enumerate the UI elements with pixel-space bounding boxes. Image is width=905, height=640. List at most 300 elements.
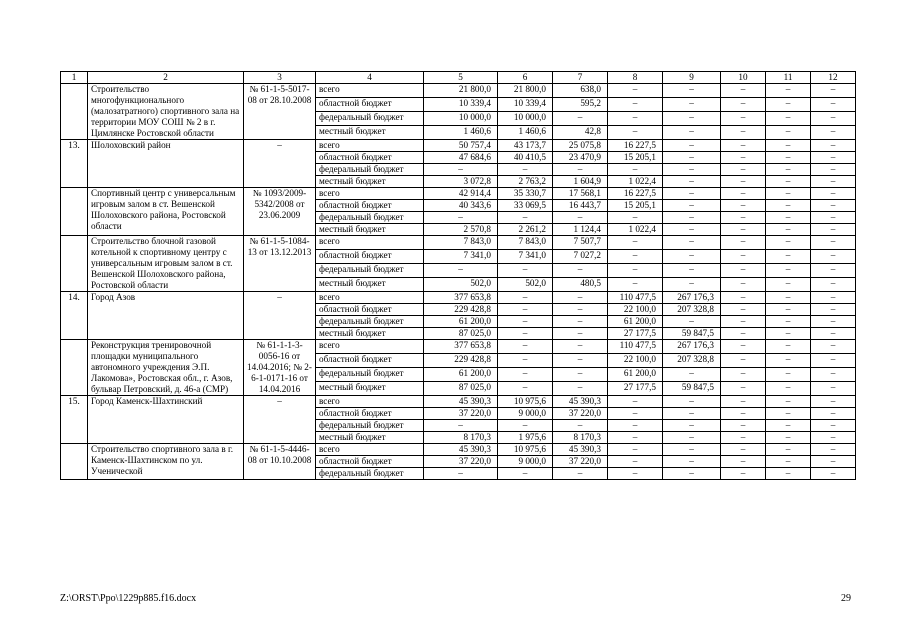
amount-cell: –: [811, 340, 856, 354]
table-row: [61, 340, 856, 354]
amount-cell: –: [663, 420, 721, 432]
amount-cell: –: [721, 368, 766, 382]
table-row: [61, 292, 856, 304]
amount-cell: 22 100,0: [608, 354, 663, 368]
amount-cell: 1 022,4: [608, 176, 663, 188]
amount-cell: 10 339,4: [498, 98, 553, 112]
budget-source-cell: федеральный бюджет: [316, 468, 424, 480]
amount-cell: –: [766, 420, 811, 432]
amount-cell: 7 507,7: [553, 236, 608, 250]
budget-source-cell: областной бюджет: [316, 456, 424, 468]
amount-cell: –: [663, 224, 721, 236]
budget-source-cell: областной бюджет: [316, 304, 424, 316]
amount-cell: 43 173,7: [498, 140, 553, 152]
amount-cell: –: [663, 112, 721, 126]
amount-cell: –: [811, 420, 856, 432]
amount-cell: 7 341,0: [424, 250, 498, 264]
amount-cell: 23 470,9: [553, 152, 608, 164]
amount-cell: 2 570,8: [424, 224, 498, 236]
amount-cell: –: [811, 396, 856, 408]
amount-cell: –: [663, 250, 721, 264]
row-number-cell: [61, 444, 88, 480]
document-ref-cell: № 1093/2009-5342/2008 от 23.06.2009: [244, 188, 316, 236]
amount-cell: –: [811, 456, 856, 468]
amount-cell: –: [553, 112, 608, 126]
amount-cell: –: [766, 328, 811, 340]
amount-cell: –: [766, 200, 811, 212]
amount-cell: 7 341,0: [498, 250, 553, 264]
amount-cell: –: [498, 468, 553, 480]
amount-cell: –: [811, 328, 856, 340]
amount-cell: –: [811, 212, 856, 224]
amount-cell: 37 220,0: [424, 408, 498, 420]
amount-cell: –: [553, 420, 608, 432]
amount-cell: 10 975,6: [498, 444, 553, 456]
table-body: [61, 72, 856, 480]
amount-cell: –: [663, 152, 721, 164]
amount-cell: –: [811, 140, 856, 152]
object-name-cell: Город Азов: [88, 292, 244, 340]
amount-cell: –: [608, 396, 663, 408]
amount-cell: 45 390,3: [553, 396, 608, 408]
amount-cell: –: [766, 316, 811, 328]
amount-cell: –: [766, 236, 811, 250]
amount-cell: 59 847,5: [663, 382, 721, 396]
budget-source-cell: местный бюджет: [316, 176, 424, 188]
amount-cell: –: [721, 98, 766, 112]
amount-cell: 87 025,0: [424, 328, 498, 340]
amount-cell: 267 176,3: [663, 340, 721, 354]
amount-cell: –: [766, 408, 811, 420]
header-cell: 7: [553, 72, 608, 84]
amount-cell: 10 000,0: [424, 112, 498, 126]
amount-cell: –: [766, 444, 811, 456]
budget-source-cell: областной бюджет: [316, 250, 424, 264]
amount-cell: –: [663, 264, 721, 278]
amount-cell: –: [766, 354, 811, 368]
amount-cell: 27 177,5: [608, 328, 663, 340]
amount-cell: 2 763,2: [498, 176, 553, 188]
budget-source-cell: местный бюджет: [316, 278, 424, 292]
amount-cell: –: [721, 250, 766, 264]
amount-cell: –: [608, 126, 663, 140]
amount-cell: –: [553, 468, 608, 480]
amount-cell: –: [424, 212, 498, 224]
amount-cell: –: [721, 292, 766, 304]
amount-cell: –: [498, 292, 553, 304]
amount-cell: –: [663, 236, 721, 250]
amount-cell: –: [811, 468, 856, 480]
budget-source-cell: всего: [316, 236, 424, 250]
amount-cell: 10 975,6: [498, 396, 553, 408]
amount-cell: 45 390,3: [424, 444, 498, 456]
header-cell: 11: [766, 72, 811, 84]
amount-cell: 1 022,4: [608, 224, 663, 236]
document-ref-cell: –: [244, 140, 316, 188]
amount-cell: –: [811, 444, 856, 456]
header-row: [61, 72, 856, 84]
amount-cell: –: [766, 212, 811, 224]
amount-cell: 1 124,4: [553, 224, 608, 236]
amount-cell: 7 843,0: [424, 236, 498, 250]
amount-cell: 33 069,5: [498, 200, 553, 212]
amount-cell: –: [663, 468, 721, 480]
amount-cell: –: [721, 236, 766, 250]
table-row: [61, 396, 856, 408]
amount-cell: 25 075,8: [553, 140, 608, 152]
amount-cell: –: [766, 84, 811, 98]
amount-cell: –: [608, 264, 663, 278]
amount-cell: –: [721, 84, 766, 98]
amount-cell: 1 460,6: [498, 126, 553, 140]
amount-cell: –: [811, 278, 856, 292]
header-cell: 8: [608, 72, 663, 84]
amount-cell: 87 025,0: [424, 382, 498, 396]
amount-cell: 27 177,5: [608, 382, 663, 396]
amount-cell: 1 975,6: [498, 432, 553, 444]
amount-cell: –: [721, 152, 766, 164]
amount-cell: –: [663, 176, 721, 188]
budget-source-cell: федеральный бюджет: [316, 264, 424, 278]
footer-page-number: 29: [841, 593, 851, 604]
header-cell: 1: [61, 72, 88, 84]
object-name-cell: Строительство блочной газовой котельной к спортивному центру с универсальным игровым залом в ст. Вешенской Шолоховского района, Ростовской области: [88, 236, 244, 292]
amount-cell: –: [663, 212, 721, 224]
amount-cell: –: [766, 468, 811, 480]
amount-cell: 16 227,5: [608, 188, 663, 200]
amount-cell: –: [811, 188, 856, 200]
amount-cell: 638,0: [553, 84, 608, 98]
amount-cell: 9 000,0: [498, 408, 553, 420]
row-number-cell: [61, 340, 88, 396]
amount-cell: –: [608, 84, 663, 98]
amount-cell: –: [811, 382, 856, 396]
amount-cell: –: [498, 420, 553, 432]
amount-cell: –: [766, 278, 811, 292]
amount-cell: –: [721, 164, 766, 176]
row-number-cell: [61, 188, 88, 236]
amount-cell: –: [766, 98, 811, 112]
amount-cell: –: [721, 456, 766, 468]
budget-source-cell: федеральный бюджет: [316, 316, 424, 328]
amount-cell: –: [663, 126, 721, 140]
amount-cell: 37 220,0: [553, 408, 608, 420]
object-name-cell: Город Каменск-Шахтинский: [88, 396, 244, 444]
amount-cell: 207 328,8: [663, 304, 721, 316]
amount-cell: –: [721, 468, 766, 480]
budget-source-cell: местный бюджет: [316, 126, 424, 140]
amount-cell: –: [766, 368, 811, 382]
amount-cell: –: [811, 152, 856, 164]
budget-source-cell: местный бюджет: [316, 328, 424, 340]
budget-source-cell: областной бюджет: [316, 152, 424, 164]
amount-cell: –: [553, 368, 608, 382]
amount-cell: 15 205,1: [608, 200, 663, 212]
amount-cell: –: [766, 456, 811, 468]
amount-cell: –: [498, 382, 553, 396]
amount-cell: –: [811, 224, 856, 236]
amount-cell: –: [721, 316, 766, 328]
amount-cell: 61 200,0: [424, 316, 498, 328]
document-ref-cell: –: [244, 396, 316, 444]
amount-cell: 7 027,2: [553, 250, 608, 264]
document-ref-cell: № 61-1-5-1084-13 от 13.12.2013: [244, 236, 316, 292]
amount-cell: –: [811, 368, 856, 382]
budget-source-cell: всего: [316, 188, 424, 200]
amount-cell: –: [721, 304, 766, 316]
header-cell: 10: [721, 72, 766, 84]
amount-cell: –: [721, 200, 766, 212]
object-name-cell: Спортивный центр с универсальным игровым залом в ст. Вешенской Шолоховского района, Ростовской области: [88, 188, 244, 236]
amount-cell: 17 568,1: [553, 188, 608, 200]
row-number-cell: [61, 84, 88, 140]
amount-cell: –: [721, 126, 766, 140]
amount-cell: –: [498, 340, 553, 354]
amount-cell: 502,0: [424, 278, 498, 292]
amount-cell: –: [721, 340, 766, 354]
amount-cell: –: [811, 250, 856, 264]
amount-cell: 45 390,3: [553, 444, 608, 456]
amount-cell: –: [721, 176, 766, 188]
amount-cell: –: [721, 188, 766, 200]
amount-cell: –: [811, 200, 856, 212]
amount-cell: –: [553, 340, 608, 354]
amount-cell: 110 477,5: [608, 340, 663, 354]
amount-cell: –: [811, 264, 856, 278]
amount-cell: –: [766, 304, 811, 316]
amount-cell: –: [663, 140, 721, 152]
amount-cell: –: [811, 432, 856, 444]
amount-cell: –: [766, 188, 811, 200]
amount-cell: –: [766, 176, 811, 188]
amount-cell: 377 653,8: [424, 340, 498, 354]
document-ref-cell: № 61-1-5-4446-08 от 10.10.2008: [244, 444, 316, 480]
amount-cell: –: [766, 126, 811, 140]
amount-cell: –: [498, 368, 553, 382]
amount-cell: –: [424, 468, 498, 480]
amount-cell: –: [608, 112, 663, 126]
object-name-cell: Шолоховский район: [88, 140, 244, 188]
amount-cell: –: [721, 278, 766, 292]
amount-cell: –: [663, 408, 721, 420]
amount-cell: 50 757,4: [424, 140, 498, 152]
budget-source-cell: федеральный бюджет: [316, 112, 424, 126]
amount-cell: –: [721, 444, 766, 456]
amount-cell: –: [608, 236, 663, 250]
table-row: [61, 444, 856, 456]
amount-cell: 22 100,0: [608, 304, 663, 316]
amount-cell: 110 477,5: [608, 292, 663, 304]
amount-cell: 229 428,8: [424, 354, 498, 368]
budget-source-cell: всего: [316, 292, 424, 304]
budget-source-cell: всего: [316, 444, 424, 456]
amount-cell: –: [498, 264, 553, 278]
amount-cell: –: [811, 304, 856, 316]
amount-cell: 40 410,5: [498, 152, 553, 164]
amount-cell: 21 800,0: [424, 84, 498, 98]
amount-cell: 42 914,4: [424, 188, 498, 200]
budget-source-cell: всего: [316, 340, 424, 354]
amount-cell: –: [608, 164, 663, 176]
amount-cell: –: [553, 328, 608, 340]
amount-cell: –: [663, 432, 721, 444]
amount-cell: –: [766, 164, 811, 176]
amount-cell: 15 205,1: [608, 152, 663, 164]
amount-cell: 3 072,8: [424, 176, 498, 188]
amount-cell: –: [721, 140, 766, 152]
row-number-cell: 13.: [61, 140, 88, 188]
row-number-cell: 14.: [61, 292, 88, 340]
amount-cell: 16 227,5: [608, 140, 663, 152]
budget-source-cell: федеральный бюджет: [316, 420, 424, 432]
amount-cell: –: [553, 382, 608, 396]
amount-cell: 595,2: [553, 98, 608, 112]
document-ref-cell: № 61-1-1-3-0056-16 от 14.04.2016; № 2-6-1-0171-16 от 14.04.2016: [244, 340, 316, 396]
budget-source-cell: областной бюджет: [316, 408, 424, 420]
table-row: [61, 140, 856, 152]
amount-cell: –: [608, 468, 663, 480]
amount-cell: –: [553, 316, 608, 328]
amount-cell: –: [766, 152, 811, 164]
object-name-cell: Реконструкция тренировочной площадки муниципального автономного учреждения Э.П. Лакомова», Ростовская обл., г. Азов, бульвар Петровский, д. 46-а (СМР): [88, 340, 244, 396]
amount-cell: –: [608, 278, 663, 292]
amount-cell: –: [766, 250, 811, 264]
table-row: [61, 188, 856, 200]
amount-cell: –: [766, 396, 811, 408]
amount-cell: –: [766, 224, 811, 236]
amount-cell: –: [766, 340, 811, 354]
budget-source-cell: местный бюджет: [316, 432, 424, 444]
amount-cell: –: [608, 444, 663, 456]
header-cell: 4: [316, 72, 424, 84]
amount-cell: 7 843,0: [498, 236, 553, 250]
amount-cell: –: [721, 408, 766, 420]
document-ref-cell: № 61-1-5-5017-08 от 28.10.2008: [244, 84, 316, 140]
amount-cell: –: [663, 98, 721, 112]
amount-cell: 8 170,3: [424, 432, 498, 444]
amount-cell: 59 847,5: [663, 328, 721, 340]
amount-cell: –: [424, 420, 498, 432]
amount-cell: –: [498, 328, 553, 340]
object-name-cell: Строительство спортивного зала в г. Каменск-Шахтинском по ул. Ученической: [88, 444, 244, 480]
amount-cell: 267 176,3: [663, 292, 721, 304]
amount-cell: 2 261,2: [498, 224, 553, 236]
amount-cell: –: [811, 112, 856, 126]
amount-cell: –: [721, 432, 766, 444]
amount-cell: 61 200,0: [608, 368, 663, 382]
budget-source-cell: федеральный бюджет: [316, 368, 424, 382]
amount-cell: –: [608, 408, 663, 420]
amount-cell: –: [608, 456, 663, 468]
amount-cell: 37 220,0: [424, 456, 498, 468]
header-cell: 3: [244, 72, 316, 84]
amount-cell: –: [498, 164, 553, 176]
row-number-cell: 15.: [61, 396, 88, 444]
header-cell: 12: [811, 72, 856, 84]
amount-cell: –: [766, 264, 811, 278]
amount-cell: –: [766, 140, 811, 152]
amount-cell: 21 800,0: [498, 84, 553, 98]
amount-cell: 16 443,7: [553, 200, 608, 212]
budget-source-cell: областной бюджет: [316, 98, 424, 112]
budget-source-cell: областной бюджет: [316, 200, 424, 212]
amount-cell: –: [663, 84, 721, 98]
amount-cell: –: [663, 396, 721, 408]
amount-cell: 480,5: [553, 278, 608, 292]
amount-cell: –: [721, 224, 766, 236]
amount-cell: –: [766, 292, 811, 304]
amount-cell: –: [663, 278, 721, 292]
amount-cell: –: [766, 112, 811, 126]
amount-cell: –: [721, 212, 766, 224]
amount-cell: –: [811, 292, 856, 304]
amount-cell: 40 343,6: [424, 200, 498, 212]
amount-cell: 10 339,4: [424, 98, 498, 112]
amount-cell: –: [811, 236, 856, 250]
amount-cell: –: [498, 304, 553, 316]
amount-cell: –: [721, 396, 766, 408]
amount-cell: –: [553, 212, 608, 224]
amount-cell: 42,8: [553, 126, 608, 140]
amount-cell: –: [553, 292, 608, 304]
amount-cell: –: [721, 420, 766, 432]
amount-cell: –: [721, 112, 766, 126]
amount-cell: –: [608, 250, 663, 264]
budget-source-cell: федеральный бюджет: [316, 212, 424, 224]
amount-cell: –: [608, 420, 663, 432]
amount-cell: 8 170,3: [553, 432, 608, 444]
amount-cell: –: [663, 200, 721, 212]
amount-cell: –: [663, 444, 721, 456]
amount-cell: 502,0: [498, 278, 553, 292]
amount-cell: –: [498, 316, 553, 328]
amount-cell: 47 684,6: [424, 152, 498, 164]
amount-cell: 45 390,3: [424, 396, 498, 408]
amount-cell: 61 200,0: [424, 368, 498, 382]
amount-cell: –: [498, 354, 553, 368]
amount-cell: –: [811, 176, 856, 188]
object-name-cell: Строительство многофункционального (малозатратного) спортивного зала на территории МОУ СОШ № 2 в г. Цимлянске Ростовской области: [88, 84, 244, 140]
amount-cell: –: [553, 264, 608, 278]
amount-cell: 35 330,7: [498, 188, 553, 200]
amount-cell: –: [811, 84, 856, 98]
amount-cell: –: [498, 212, 553, 224]
amount-cell: –: [553, 164, 608, 176]
amount-cell: –: [766, 432, 811, 444]
amount-cell: –: [721, 328, 766, 340]
header-cell: 6: [498, 72, 553, 84]
budget-source-cell: местный бюджет: [316, 382, 424, 396]
budget-source-cell: местный бюджет: [316, 224, 424, 236]
header-cell: 9: [663, 72, 721, 84]
amount-cell: –: [608, 432, 663, 444]
table-row: [61, 84, 856, 98]
amount-cell: –: [721, 382, 766, 396]
amount-cell: 37 220,0: [553, 456, 608, 468]
amount-cell: –: [721, 354, 766, 368]
amount-cell: –: [721, 264, 766, 278]
budget-source-cell: всего: [316, 84, 424, 98]
amount-cell: –: [766, 382, 811, 396]
amount-cell: –: [811, 98, 856, 112]
amount-cell: –: [663, 188, 721, 200]
table-row: [61, 236, 856, 250]
amount-cell: –: [811, 354, 856, 368]
amount-cell: –: [811, 126, 856, 140]
amount-cell: –: [424, 164, 498, 176]
amount-cell: –: [811, 408, 856, 420]
amount-cell: 61 200,0: [608, 316, 663, 328]
